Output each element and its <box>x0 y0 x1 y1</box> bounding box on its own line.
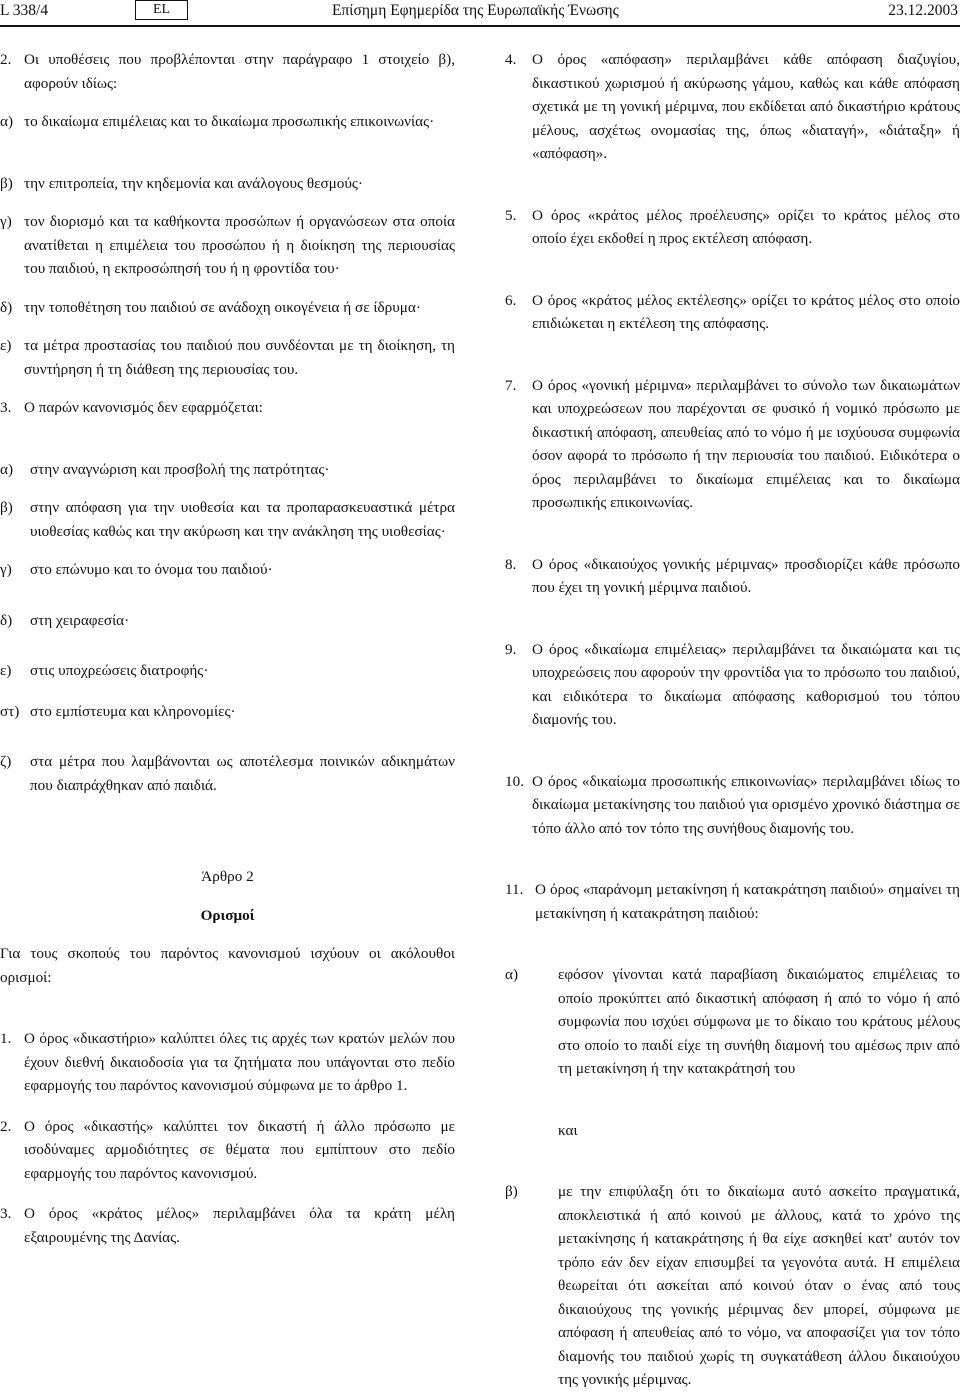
list-text: στα μέτρα που λαμβάνονται ως αποτέλεσμα ποινικών αδικημάτων που διαπράχθηκαν από παιδιά. <box>30 753 455 794</box>
paragraph-number: 3. <box>0 399 12 416</box>
list-item <box>0 609 455 633</box>
list-marker: γ) <box>0 561 12 578</box>
list-item <box>0 558 455 582</box>
definition-number: 9. <box>505 640 517 658</box>
list-text: τα μέτρα προστασίας του παιδιού που συνδέονται με τη διοίκηση, τη συντήρηση ή τη διάθεση της περιουσίας του. <box>24 337 455 378</box>
list-marker: β) <box>0 499 13 516</box>
definition-number: 4. <box>505 51 517 68</box>
header-rule <box>0 25 960 27</box>
publication-date: 23.12.2003 <box>888 2 958 19</box>
list-text: με την επιφύλαξη ότι το δικαίωμα αυτό ασκείτο πραγματικά, αποκλειστικά ή από κοινού με άλλους, κατά το χρόνο της μετακίνησης ή κατακράτησης ή θα είχε ασκηθεί κατ' αυτόν τον τρόπο εάν δεν είχαν επισυμβεί τα γεγονότα αυτά. Η επιμέλεια θεωρείται ότι ασκείται από κοινού όταν ο ένας από τους δικαιούχους της γονικής μέριμνας δεν μπορεί, σύμφωνα με απόφαση ή απευθείας από το νόμο, να αποφασίζει για τον τόπο διαμονής του παιδιού χωρίς τη συγκατάθεση άλλου δικαιούχου της γονικής μέριμνας. <box>558 1183 960 1388</box>
list-item <box>0 496 455 543</box>
list-text: την επιτροπεία, την κηδεμονία και ανάλογους θεσμούς· <box>24 174 363 192</box>
definition-number: 3. <box>0 1205 12 1222</box>
paragraph-2 <box>0 48 455 95</box>
list-item <box>0 659 455 683</box>
right-column <box>505 48 960 1392</box>
list-text: στο εμπίστευμα και κληρονομίες· <box>30 702 236 720</box>
list-marker: α) <box>0 460 14 478</box>
definition-text: Ο όρος «παράνομη μετακίνηση ή κατακράτηση παιδιού» σημαίνει τη μετακίνηση ή κατακράτηση παιδιού: <box>535 881 960 922</box>
left-column <box>0 48 455 1249</box>
list-marker: δ) <box>0 611 13 629</box>
definition-item <box>505 48 960 166</box>
definition-item <box>0 1115 455 1186</box>
list-text: στην αναγνώριση και προσβολή της πατρότητας· <box>30 460 330 478</box>
language-badge: EL <box>135 0 188 20</box>
definition-item <box>505 878 960 925</box>
list-marker: α) <box>505 966 519 983</box>
paragraph-3 <box>0 396 455 420</box>
list-item <box>0 110 455 134</box>
article-intro: Για τους σκοπούς του παρόντος κανονισμού ισχύουν οι ακόλουθοι ορισμοί: <box>0 945 455 986</box>
definition-number: 10. <box>505 772 524 790</box>
list-marker: δ) <box>0 298 13 316</box>
list-item <box>0 700 455 724</box>
page-header <box>0 0 960 28</box>
journal-title: Επίσημη Εφημερίδα της Ευρωπαϊκής Ένωσης <box>332 2 619 19</box>
list-marker: ε) <box>0 337 12 354</box>
definition-text: Ο όρος «γονική μέριμνα» περιλαμβάνει το σύνολο των δικαιωμάτων και υποχρεώσεων που παρέχονται σε φυσικό ή νομικό πρόσωπο με δικαστική απόφαση, απευθείας από το νόμο ή με ισχύουσα συμφωνία όσον αφορά το πρόσωπο ή την περιουσία του παιδιού. Ειδικότερα ο όρος περιλαμβάνει το δικαίωμα επιμέλειας και το δικαίωμα προσωπικής επικοινωνίας. <box>532 376 960 511</box>
list-item <box>505 1180 960 1392</box>
list-item <box>0 458 455 482</box>
definition-text: Ο όρος «απόφαση» περιλαμβάνει κάθε απόφαση διαζυγίου, δικαστικού χωρισμού ή ακύρωσης γάμου, καθώς και κάθε απόφαση σχετικά με τη γονική μέριμνα, που εκδίδεται από δικαστήριο κράτους μέλους, ασχέτως ονομασίας της, όπως «διαταγή», «διάταξη» ή «απόφαση». <box>532 51 960 162</box>
definition-item <box>505 289 960 336</box>
definition-number: 2. <box>0 1117 12 1135</box>
definition-item <box>505 204 960 251</box>
definition-number: 8. <box>505 555 517 573</box>
list-text: την τοποθέτηση του παιδιού σε ανάδοχη οικογένεια ή σε ίδρυμα· <box>24 298 421 316</box>
list-item <box>0 210 455 281</box>
definition-text: Ο όρος «δικαστής» καλύπτει τον δικαστή ή άλλο πρόσωπο με ισοδύναμες αρμοδιότητες σε θέματα που εμπίπτουν στο πεδίο εφαρμογής του παρόντος κανονισμού. <box>24 1117 455 1182</box>
definition-item <box>0 1027 455 1098</box>
page-reference: L 338/4 <box>0 2 49 19</box>
definition-number: 5. <box>505 206 517 224</box>
list-marker: γ) <box>0 213 12 230</box>
definition-number: 1. <box>0 1030 12 1047</box>
list-marker: β) <box>505 1183 518 1200</box>
definition-item <box>0 1202 455 1249</box>
article-heading: Άρθρο 2 <box>201 868 254 885</box>
list-text: στην απόφαση για την υιοθεσία και τα προπαρασκευαστικά μέτρα υιοθεσίας καθώς και την ακύρωση και την ανάκληση της υιοθεσίας· <box>30 499 455 540</box>
definition-text: Ο όρος «κράτος μέλος» περιλαμβάνει όλα τα κράτη μέλη εξαιρουμένης της Δανίας. <box>24 1205 455 1246</box>
conjunction: και <box>558 1121 578 1139</box>
definition-text: Ο όρος «δικαίωμα προσωπικής επικοινωνίας» περιλαμβάνει ιδίως το δικαίωμα μετακίνησης του παιδιού για ορισμένο χρονικό διάστημα σε τόπο άλλο από τον τόπο της συνήθους διαμονής του. <box>532 772 960 837</box>
list-text: το δικαίωμα επιμέλειας και το δικαίωμα προσωπικής επικοινωνίας· <box>24 113 435 130</box>
list-item <box>0 296 455 320</box>
list-text: στη χειραφεσία· <box>30 611 130 629</box>
list-item <box>505 963 960 1081</box>
definition-text: Ο όρος «δικαστήριο» καλύπτει όλες τις αρχές των κρατών μελών που έχουν διεθνή δικαιοδοσία για τα ζητήματα που υπάγονται στο πεδίο εφαρμογής του παρόντος κανονισμού σύμφωνα με το άρθρο 1. <box>24 1030 455 1094</box>
list-item <box>0 172 455 196</box>
definition-number: 6. <box>505 291 517 309</box>
definition-text: Ο όρος «δικαίωμα επιμέλειας» περιλαμβάνει τα δικαιώματα και τις υποχρεώσεις που αφορούν την φροντίδα για το πρόσωπο του παιδιού, και ειδικότερα το δικαίωμα απόφασης καθορισμού του τόπου διαμονής του. <box>532 640 960 728</box>
paragraph-number: 2. <box>0 51 12 68</box>
article-title: Ορισμοί <box>200 906 255 924</box>
definition-text: Ο όρος «δικαιούχος γονικής μέριμνας» προσδιορίζει κάθε πρόσωπο που έχει τη γονική μέριμνα παιδιού. <box>532 555 960 596</box>
paragraph-text: Ο παρών κανονισμός δεν εφαρμόζεται: <box>24 399 263 416</box>
definition-number: 7. <box>505 376 517 394</box>
list-item <box>0 334 455 381</box>
definition-item <box>505 638 960 732</box>
definition-item <box>505 553 960 600</box>
paragraph-text: Οι υποθέσεις που προβλέπονται στην παράγραφο 1 στοιχείο β), αφορούν ιδίως: <box>24 51 455 92</box>
list-marker: α) <box>0 113 14 130</box>
list-text: τον διορισμό και τα καθήκοντα προσώπων ή οργανώσεων στα οποία ανατίθεται η επιμέλεια του προσώπου ή η διοίκηση της περιουσίας του παιδιού, η εκπροσώπησή του ή η φροντίδα του· <box>24 213 455 277</box>
list-text: εφόσον γίνονται κατά παραβίαση δικαιώματος επιμέλειας το οποίο προκύπτει από δικαστική απόφαση ή από το νόμο ή από συμφωνία που ισχύει σύμφωνα με το δίκαιο του κράτους μέλους στο οποίο το παιδί είχε τη συνήθη διαμονή του αμέσως πριν από τη μετακίνηση ή την κατακράτησή του <box>558 966 960 1077</box>
list-item <box>0 750 455 797</box>
definition-item <box>505 374 960 515</box>
definition-item <box>505 770 960 841</box>
definition-text: Ο όρος «κράτος μέλος προέλευσης» ορίζει το κράτος μέλος στο οποίο έχει εκδοθεί η προς εκτέλεση απόφαση. <box>532 206 960 247</box>
list-marker: ζ) <box>0 753 12 770</box>
definition-number: 11. <box>505 881 524 898</box>
list-marker: ε) <box>0 662 12 679</box>
list-text: στο επώνυμο και το όνομα του παιδιού· <box>30 561 273 578</box>
list-marker: β) <box>0 174 13 192</box>
list-marker: στ) <box>0 702 20 720</box>
list-text: στις υποχρεώσεις διατροφής· <box>30 662 209 679</box>
definition-text: Ο όρος «κράτος μέλος εκτέλεσης» ορίζει το κράτος μέλος στο οποίο επιδιώκεται η εκτέλεση της απόφασης. <box>532 291 960 332</box>
